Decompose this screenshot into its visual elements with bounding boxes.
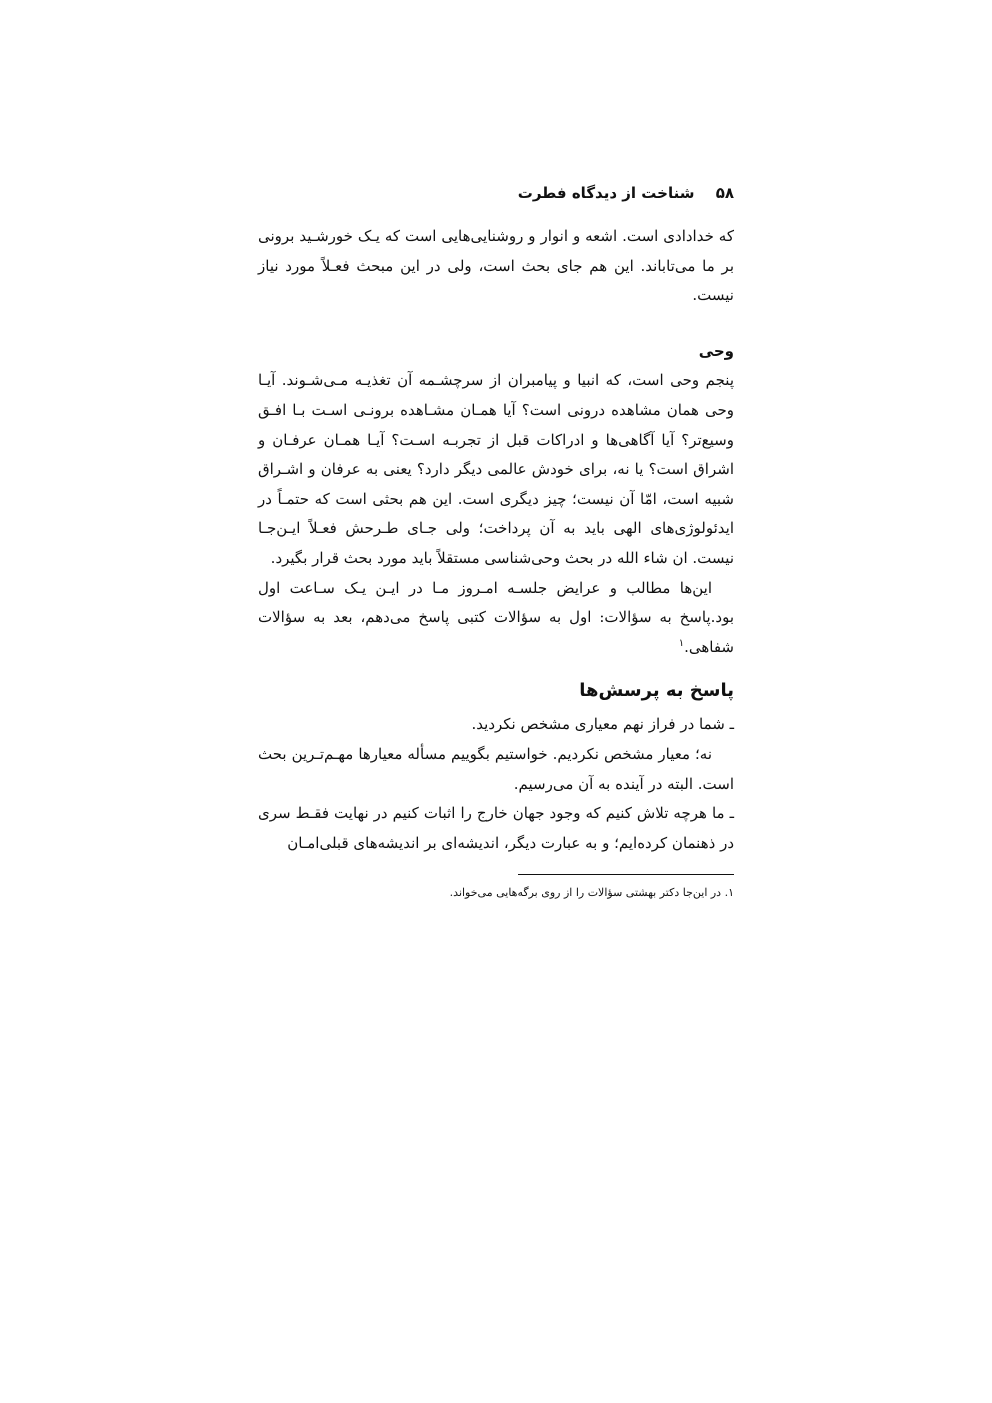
book-page <box>258 184 734 903</box>
answer-1: نه؛ معیار مشخص نکردیم. خواستیم بگوییم مسأله معیارها مهـم‌تـرین بحث است. البته در آینده به آن می‌رسیم. <box>258 744 734 793</box>
question-2: ـ ما هرچه تلاش کنیم که وجود جهان خارج را اثبات کنیم در نهایت فقـط سری در ذهنمان کرده‌ایم؛ و به عبارت دیگر، اندیشه‌ای بر اندیشه‌های قبلی‌امـان <box>258 804 734 852</box>
section-heading-vahy: وحی <box>698 341 734 360</box>
vahy-paragraph-2-text: این‌ها مطالب و عرایض جلسـه امـروز مـا در ایـن یـک سـاعت اول بود.پاسخ به سؤالات: اول به سؤالات کتبی پاسخ می‌دهم، بعد به سؤالات شفاهی. <box>258 578 734 656</box>
footnote-marker[interactable]: ۱ <box>678 637 685 649</box>
intro-paragraph: که خدادادی است. اشعه و انوار و روشنایی‌هایی است که یـک خورشـید برونی بر ما می‌تاباند. این هم جای بحث است، ولی در این مبحث فعـلاً مورد نیاز نیست. <box>258 227 734 305</box>
vahy-paragraph-1: پنجم وحی است، که انبیا و پیامبران از سرچشـمه آن تغذیـه مـی‌شـوند. آیـا وحی همان مشاهده درونی است؟ آیا همـان مشـاهده برونـی اسـت بـا افـق وسیع‌تر؟ آیا آگاهی‌ها و ادراکات قبل از تجربـه اسـت؟ آیـا همـان عرفـان و اشراق است؟ یا نه، برای خودش عالمی دیگر دارد؟ یعنی به عرفان و اشـراق شبیه است، امّا آن نیست؛ چیز دیگری است. این هم بحثی است که حتمـاً در ایدئولوژی‌های الهی باید به آن پرداخت؛ ولی جـای طـرحش فعـلاً ایـن‌جـا نیست. ان شاء الله در بحث وحی‌شناسی مستقلاً باید مورد بحث قرار بگیرد. <box>258 371 734 567</box>
footnote-divider <box>518 874 734 875</box>
book-title: شناخت از دیدگاه فطرت <box>517 184 695 202</box>
vahy-paragraph-2 <box>258 574 734 663</box>
question-1: ـ شما در فراز نهم معیاری مشخص نکردید. <box>471 715 734 734</box>
page-number: ۵۸ <box>715 184 734 202</box>
section-heading-answers: پاسخ به پرسش‌ها <box>579 680 734 702</box>
footnote: ۱. در این‌جا دکتر بهشتی سؤالات را از روی برگه‌هایی می‌خواند. <box>449 886 734 900</box>
running-header <box>258 184 734 202</box>
